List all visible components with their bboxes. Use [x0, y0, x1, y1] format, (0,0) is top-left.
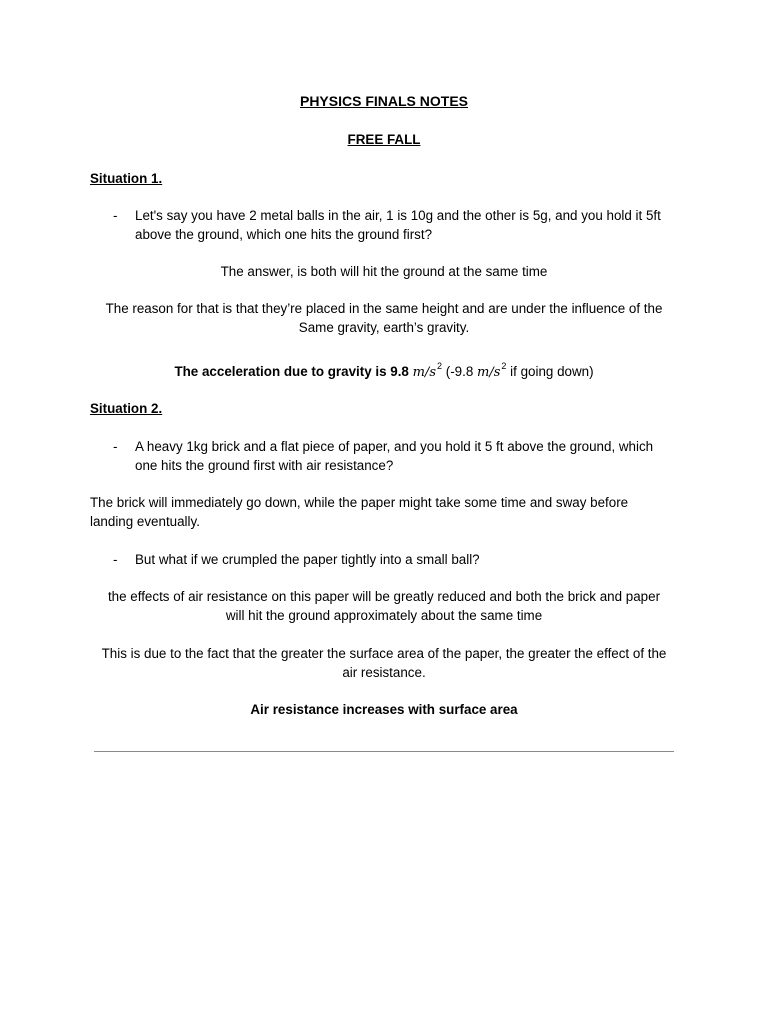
section-title: FREE FALL [347, 132, 421, 147]
situation1-reason-line1: The reason for that is that they’re placed in the same height and are under the influence of the [105, 301, 663, 316]
acceleration-unit: m/s [412, 365, 436, 380]
situation2-bullet-line2: one hits the ground first with air resistance? [135, 458, 394, 473]
page-title: PHYSICS FINALS NOTES [299, 93, 469, 109]
situation1-reason-line2: Same gravity, earth’s gravity. [298, 320, 470, 335]
situation1-bullet-line2: above the ground, which one hits the ground first? [135, 227, 433, 242]
situation1-heading: Situation 1. [90, 171, 163, 186]
acceleration-label: The acceleration due to gravity is 9.8 [174, 364, 409, 379]
acceleration-unit-negative: m/s [477, 365, 501, 380]
effects-paragraph-line2: will hit the ground approximately about the same time [225, 608, 543, 623]
effects-paragraph-line1: the effects of air resistance on this paper will be greatly reduced and both the brick and paper [107, 589, 661, 604]
acceleration-exponent-negative: 2 [501, 361, 507, 371]
situation2-bullet-dash: - [113, 439, 118, 454]
situation1-answer: The answer, is both will hit the ground at the same time [220, 264, 548, 279]
situation2-bullet2-text: But what if we crumpled the paper tightly into a small ball? [135, 552, 480, 567]
situation1-bullet-line1: Let's say you have 2 metal balls in the air, 1 is 10g and the other is 5g, and you hold it 5ft [135, 208, 661, 223]
brick-paragraph-line2: landing eventually. [90, 514, 200, 529]
acceleration-negative-open: (-9.8 [445, 364, 474, 379]
surface-paragraph-line2: air resistance. [342, 665, 426, 680]
surface-paragraph-line1: This is due to the fact that the greater the surface area of the paper, the greater the effect of the [101, 646, 667, 661]
situation2-heading: Situation 2. [90, 401, 163, 416]
situation2-bullet-line1: A heavy 1kg brick and a flat piece of paper, and you hold it 5 ft above the ground, which [135, 439, 654, 454]
situation1-bullet-dash: - [113, 208, 118, 223]
acceleration-exponent: 2 [437, 361, 443, 371]
conclusion: Air resistance increases with surface area [250, 702, 518, 717]
horizontal-divider [94, 751, 674, 752]
acceleration-statement [90, 362, 678, 383]
acceleration-negative-close: if going down) [510, 364, 594, 379]
brick-paragraph-line1: The brick will immediately go down, while the paper might take some time and sway before [90, 495, 629, 510]
situation2-bullet2-dash: - [113, 552, 118, 567]
